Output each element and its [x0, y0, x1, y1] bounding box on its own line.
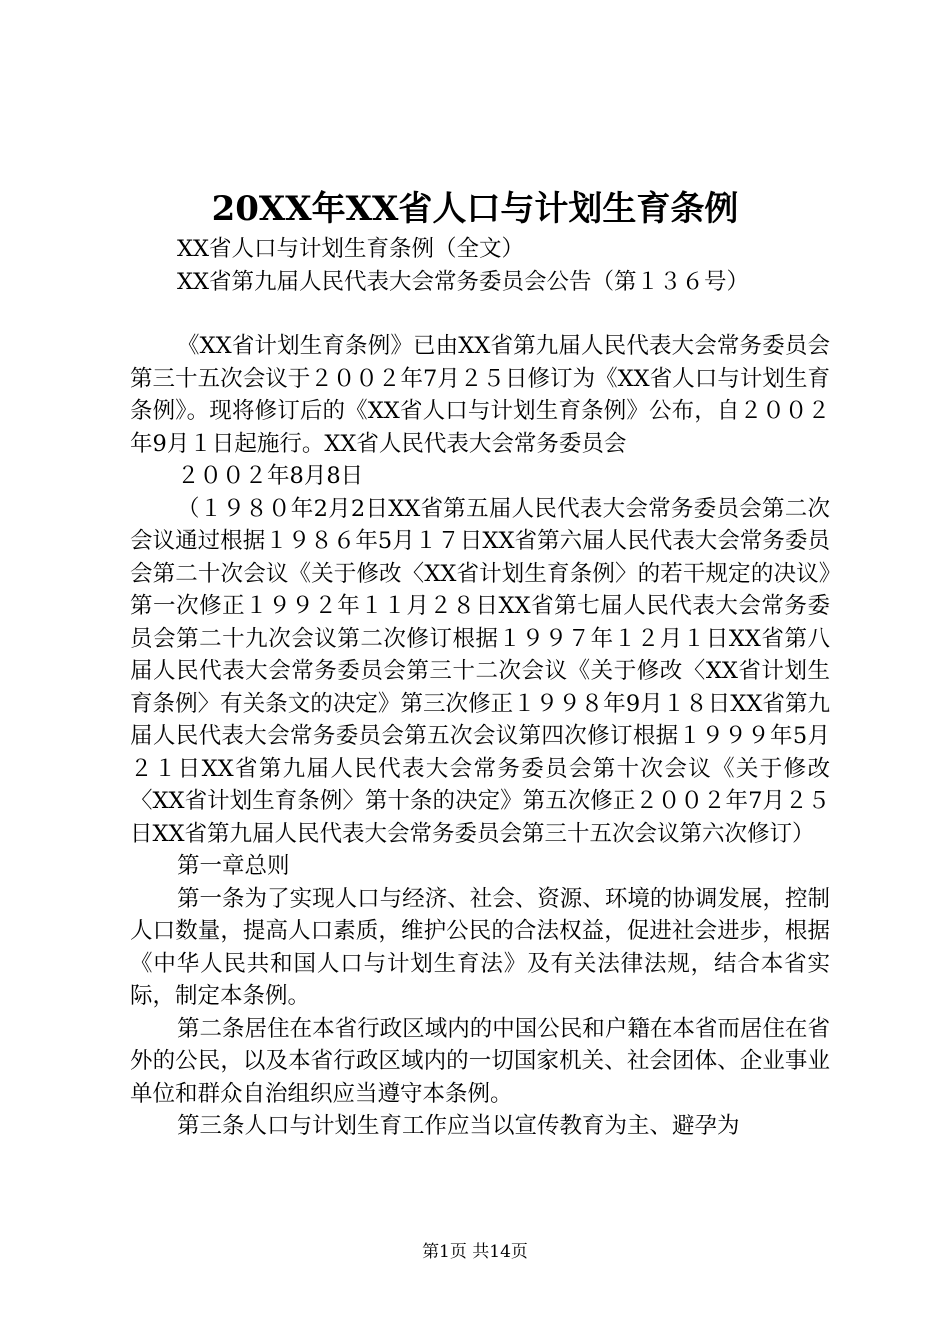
paragraph-announcement: 《XX省计划生育条例》已由XX省第九届人民代表大会常务委员会第三十五次会议于２００２年7月２５日修订为《XX省人口与计划生育条例》。现将修订后的《XX省人口与计划生育条例》公布，自２００２年9月１日起施行。XX省人民代表大会常务委员会 [130, 333, 830, 457]
subtitle-announcement: XX省第九届人民代表大会常务委员会公告（第１３６号） [177, 268, 750, 295]
article-3: 第三条人口与计划生育工作应当以宣传教育为主、避孕为 [177, 1113, 740, 1139]
document-body [130, 233, 830, 1143]
article-1: 第一条为了实现人口与经济、社会、资源、环境的协调发展，控制人口数量，提高人口素质，维护公民的合法权益，促进社会进步，根据《中华人民共和国人口与计划生育法》及有关法律法规，结合本省实际，制定本条例。 [130, 885, 830, 1009]
blank-line [130, 298, 830, 330]
page-footer: 第1页 共14页 [422, 1242, 528, 1262]
chapter-heading: 第一章总则 [177, 853, 290, 879]
document-title: 20XX年XX省人口与计划生育条例 [211, 189, 739, 229]
paragraph-date: ２００２年8月8日 [177, 463, 364, 489]
paragraph-revision-history: （１９８０年2月2日XX省第五届人民代表大会常务委员会第二次会议通过根据１９８６年5月１７日XX省第六届人民代表大会常务委员会第二十次会议《关于修改〈XX省计划生育条例〉的若干规定的决议》第一次修正１９９２年１１月２８日XX省第七届人民代表大会常务委员会第二十九次会议第二次修订根据１９９７年１２月１日XX省第八届人民代表大会常务委员会第三十二次会议《关于修改〈XX省计划生育条例〉有关条文的决定》第三次修正１９９８年9月１８日XX省第九届人民代表大会常务委员会第五次会议第四次修订根据１９９９年5月２１日XX省第九届人民代表大会常务委员会第十次会议《关于修改〈XX省计划生育条例〉第十条的决定》第五次修正２００２年7月２５日XX省第九届人民代表大会常务委员会第三十五次会议第六次修订） [130, 495, 830, 847]
article-2: 第二条居住在本省行政区域内的中国公民和户籍在本省而居住在省外的公民，以及本省行政区域内的一切国家机关、社会团体、企业事业单位和群众自治组织应当遵守本条例。 [130, 1015, 830, 1107]
subtitle-full-text: XX省人口与计划生育条例（全文） [177, 236, 525, 262]
